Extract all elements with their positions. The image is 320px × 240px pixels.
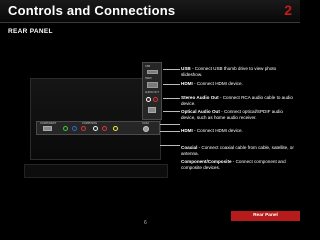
- desc-term: Stereo Audio Out: [181, 95, 219, 100]
- desc-term: HDMI: [181, 128, 193, 133]
- callout-line-coax: [160, 131, 180, 132]
- side-label-audio: AUDIO OUT: [145, 91, 159, 94]
- optical-port: [148, 107, 156, 113]
- side-label-hdmi: HDMI: [145, 77, 152, 80]
- component-y-jack: [63, 126, 68, 131]
- desc-coaxial: [181, 145, 298, 156]
- desc-term: HDMI: [181, 81, 193, 86]
- panel-label-composite: COMPOSITE: [82, 122, 98, 125]
- page-title: Controls and Connections: [8, 3, 176, 18]
- audio-left-jack: [146, 97, 151, 102]
- desc-term: USB: [181, 66, 191, 71]
- desc-term: Coaxial: [181, 145, 198, 150]
- desc-term: Optical Audio Out: [181, 109, 220, 114]
- hdmi-port-side: [147, 82, 158, 88]
- desc-usb: [181, 66, 298, 77]
- desc-text: - Connect RCA audio cable to audio device.: [181, 95, 293, 106]
- callout-line-component: [160, 145, 180, 146]
- tv-bottom-edge: [24, 164, 168, 178]
- composite-video-jack: [113, 126, 118, 131]
- desc-hdmi: [181, 81, 298, 87]
- callout-line-optical: [163, 111, 180, 112]
- audio-right-jack: [153, 97, 158, 102]
- audio-l-jack: [93, 126, 98, 131]
- desc-hdmi-bottom: [181, 128, 298, 134]
- side-port-panel: [142, 62, 162, 120]
- section-label: REAR PANEL: [8, 28, 53, 35]
- chapter-number: 2: [284, 2, 292, 18]
- desc-component-composite: [181, 159, 298, 170]
- footer-tab-rear-panel[interactable]: Rear Panel: [231, 211, 300, 221]
- hdmi-port-bottom: [43, 126, 52, 131]
- audio-r-jack: [102, 126, 107, 131]
- callout-line-usb: [163, 69, 180, 70]
- desc-text: - Connect HDMI device.: [192, 128, 243, 133]
- desc-term: Component/Composite: [181, 159, 232, 164]
- page-number: 6: [144, 220, 147, 226]
- callout-line-hdmi-bottom: [160, 124, 180, 125]
- bottom-port-panel: [36, 121, 160, 135]
- usb-port: [147, 70, 158, 74]
- desc-text: - Connect HDMI device.: [192, 81, 243, 86]
- header-divider: [0, 22, 300, 23]
- desc-optical-audio-out: [181, 109, 298, 120]
- panel-label-component: COMPONENT: [40, 122, 57, 125]
- desc-text: - Connect USB thumb drive to view photo slideshow.: [181, 66, 277, 77]
- desc-stereo-audio-out: [181, 95, 298, 106]
- page-header: [0, 0, 300, 22]
- component-pr-jack: [81, 126, 86, 131]
- coax-port: [143, 126, 149, 132]
- component-pb-jack: [72, 126, 77, 131]
- side-label-usb: USB: [145, 65, 151, 68]
- panel-label-coax: COAX: [142, 122, 150, 125]
- desc-text: - Connect optical/SPDIF audio device, such as home audio receiver.: [181, 109, 283, 120]
- callout-line-hdmi: [163, 84, 180, 85]
- callout-line-stereo: [163, 98, 180, 99]
- desc-text: - Connect component and composite devices.: [181, 159, 286, 170]
- desc-text: - Connect coaxial cable from cable, satellite, or antenna.: [181, 145, 294, 156]
